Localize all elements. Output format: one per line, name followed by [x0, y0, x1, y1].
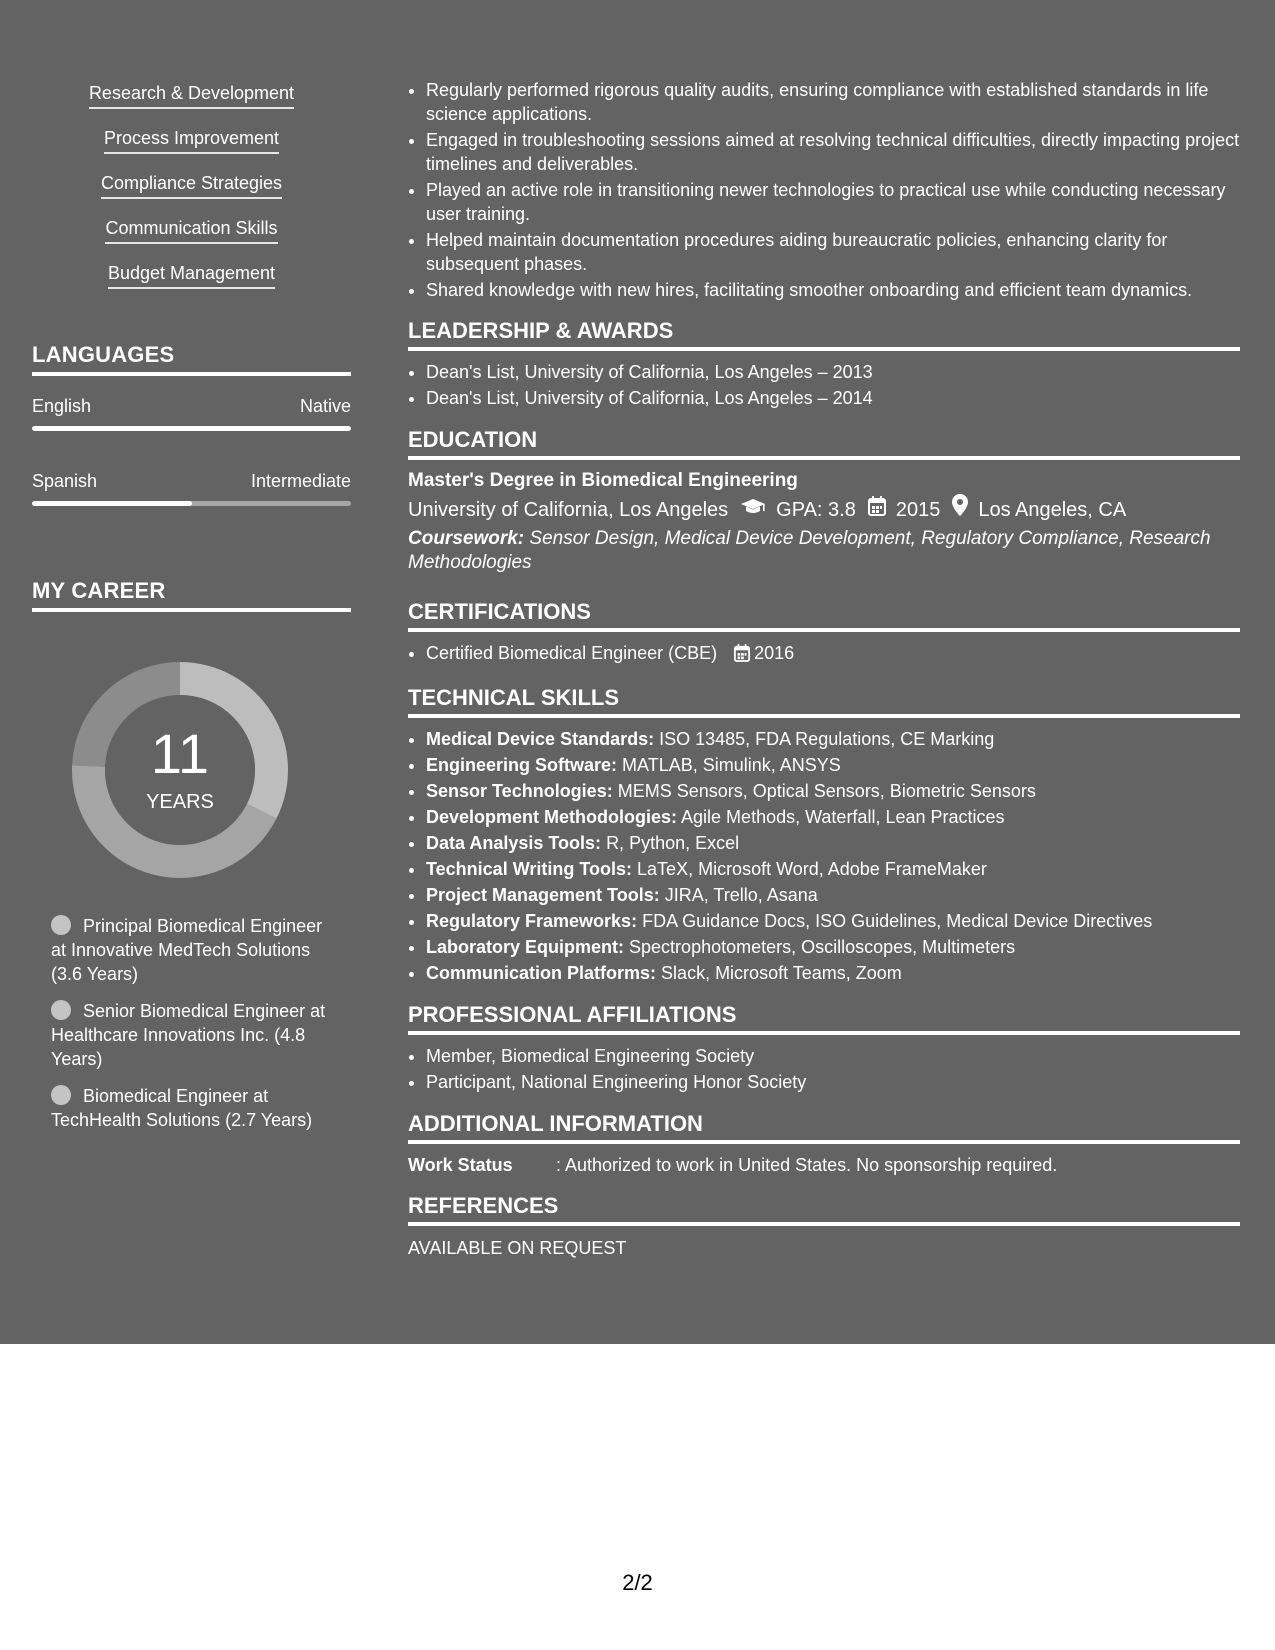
award-item: • Dean's List, University of California, Los Angeles – 2014: [426, 386, 1240, 410]
language-level: Intermediate: [250, 471, 351, 491]
coursework-list: Sensor Design, Medical Device Development, Regulatory Compliance, Research Methodologies: [408, 528, 1211, 573]
skill-row: • Development Methodologies: Agile Methods, Waterfall, Lean Practices: [426, 805, 1240, 829]
career-role-item: Principal Biomedical Engineer at Innovative MedTech Solutions (3.6 Years): [51, 916, 323, 984]
language-name: Spanish: [32, 471, 98, 491]
graduation-year: 2015: [895, 498, 941, 521]
graduation-cap-icon: [740, 495, 766, 525]
bullet-dot-icon: [51, 1085, 71, 1105]
career-role-item: Senior Biomedical Engineer at Healthcare Innovations Inc. (4.8 Years): [51, 1001, 326, 1069]
language-english: [32, 394, 351, 431]
certifications-heading: CERTIFICATIONS: [408, 599, 1240, 632]
skill-row: • Sensor Technologies: MEMS Sensors, Optical Sensors, Biometric Sensors: [426, 779, 1240, 803]
technical-skills-section: [408, 685, 1240, 985]
skill-item: Process Improvement: [32, 125, 351, 170]
experience-bullets: [408, 78, 1240, 302]
school-name: University of California, Los Angeles: [408, 498, 729, 521]
additional-info-heading: ADDITIONAL INFORMATION: [408, 1111, 1240, 1144]
career-total-years: 11: [150, 722, 210, 785]
skill-row: • Data Analysis Tools: R, Python, Excel: [426, 831, 1240, 855]
main-content: [408, 78, 1240, 1260]
certification-item: [426, 641, 1240, 668]
language-name: English: [32, 396, 92, 416]
career-donut-chart: [66, 656, 294, 884]
award-item: • Dean's List, University of California, Los Angeles – 2013: [426, 360, 1240, 384]
experience-bullet: • Shared knowledge with new hires, facilitating smoother onboarding and efficient team dynamics.: [426, 278, 1240, 302]
affiliation-item: • Member, Biomedical Engineering Society: [426, 1044, 1240, 1068]
career-total-unit: YEARS: [146, 791, 214, 813]
certifications-section: [408, 599, 1240, 668]
coursework-label: Coursework:: [408, 528, 525, 549]
gpa: GPA: 3.8: [776, 498, 856, 521]
skills-list: [32, 80, 351, 305]
skill-item: Budget Management: [32, 260, 351, 305]
page-number: 2/2: [622, 1570, 653, 1595]
language-proficiency-bar: [32, 426, 351, 431]
work-status-row: [408, 1153, 1240, 1177]
career-role-item: Biomedical Engineer at TechHealth Solutions (2.7 Years): [51, 1086, 313, 1130]
skill-item: Compliance Strategies: [32, 170, 351, 215]
language-proficiency-fill: [32, 426, 351, 431]
experience-bullet: • Engaged in troubleshooting sessions aimed at resolving technical difficulties, directly impacting project timelines and deliverables.: [426, 128, 1240, 176]
skill-row: • Regulatory Frameworks: FDA Guidance Docs, ISO Guidelines, Medical Device Directives: [426, 909, 1240, 933]
additional-info-section: [408, 1111, 1240, 1177]
skill-row: • Medical Device Standards: ISO 13485, FDA Regulations, CE Marking: [426, 727, 1240, 751]
references-section: [408, 1193, 1240, 1260]
skill-row: • Engineering Software: MATLAB, Simulink, ANSYS: [426, 753, 1240, 777]
language-spanish: [32, 469, 351, 506]
language-level: Native: [299, 396, 351, 416]
languages-section: [32, 342, 351, 506]
bullet-dot-icon: [51, 1000, 71, 1020]
experience-bullet: • Regularly performed rigorous quality audits, ensuring compliance with established standards in life science applications.: [426, 78, 1240, 126]
career-section: [32, 578, 351, 1132]
calendar-icon: [868, 495, 886, 525]
language-proficiency-fill: [32, 501, 192, 506]
skill-row: • Technical Writing Tools: LaTeX, Microsoft Word, Adobe FrameMaker: [426, 857, 1240, 881]
references-text: AVAILABLE ON REQUEST: [408, 1238, 627, 1258]
experience-bullet: • Helped maintain documentation procedures aiding bureaucratic policies, enhancing clarity for subsequent phases.: [426, 228, 1240, 276]
language-proficiency-bar: [32, 501, 351, 506]
affiliations-section: [408, 1002, 1240, 1094]
degree-title: Master's Degree in Biomedical Engineering: [408, 470, 798, 491]
certification-name: Certified Biomedical Engineer (CBE): [426, 643, 718, 663]
references-heading: REFERENCES: [408, 1193, 1240, 1226]
sidebar: [32, 80, 351, 1145]
work-status-label: Work Status: [408, 1155, 513, 1175]
career-roles-list: [32, 914, 351, 1132]
skill-item: Research & Development: [32, 80, 351, 125]
coursework: [408, 527, 1240, 575]
bullet-dot-icon: [51, 915, 71, 935]
education-heading: EDUCATION: [408, 427, 1240, 460]
experience-bullet: • Played an active role in transitioning newer technologies to practical use while conducting necessary user training.: [426, 178, 1240, 226]
skill-row: • Project Management Tools: JIRA, Trello, Asana: [426, 883, 1240, 907]
leadership-heading: LEADERSHIP & AWARDS: [408, 318, 1240, 351]
skill-item: Communication Skills: [32, 215, 351, 260]
education-details: [408, 494, 1240, 525]
career-heading: MY CAREER: [32, 578, 351, 612]
technical-skills-heading: TECHNICAL SKILLS: [408, 685, 1240, 718]
location-pin-icon: [952, 494, 968, 525]
certification-year: 2016: [754, 643, 795, 663]
education-section: [408, 427, 1240, 575]
skill-row: • Laboratory Equipment: Spectrophotometers, Oscilloscopes, Multimeters: [426, 935, 1240, 959]
affiliation-item: • Participant, National Engineering Honor Society: [426, 1070, 1240, 1094]
work-status-value: : Authorized to work in United States. No sponsorship required.: [556, 1155, 1058, 1175]
calendar-icon: [734, 644, 750, 668]
languages-heading: LANGUAGES: [32, 342, 351, 376]
leadership-section: [408, 318, 1240, 410]
affiliations-heading: PROFESSIONAL AFFILIATIONS: [408, 1002, 1240, 1035]
skill-row: • Communication Platforms: Slack, Microsoft Teams, Zoom: [426, 961, 1240, 985]
education-location: Los Angeles, CA: [978, 498, 1127, 521]
